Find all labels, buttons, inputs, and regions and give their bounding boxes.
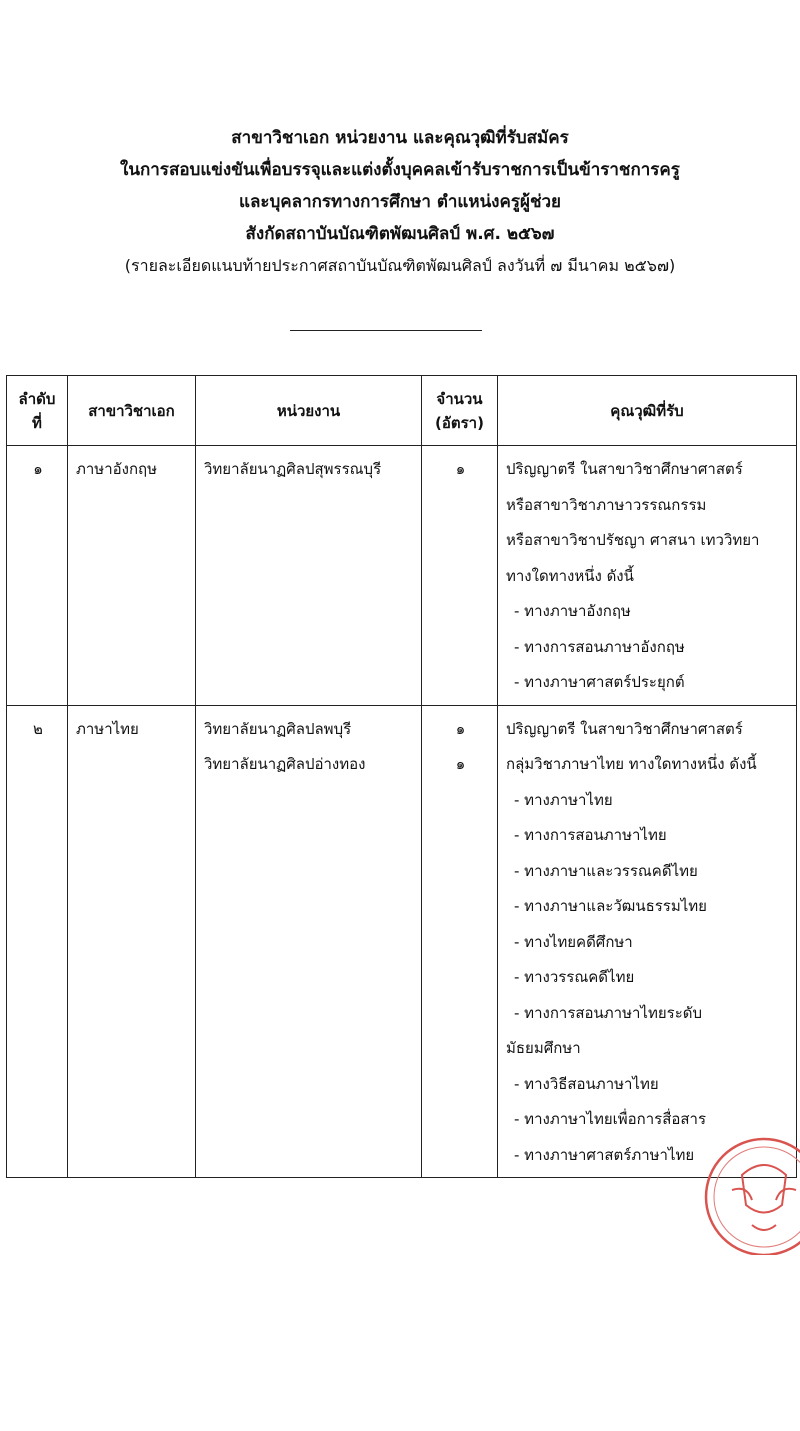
- col-header-no-line2: ที่: [32, 413, 42, 432]
- row-major-text: ภาษาอังกฤษ: [76, 460, 158, 478]
- qualification-line: - ทางการสอนภาษาอังกฤษ: [514, 637, 685, 656]
- qualification-line: หรือสาขาวิชาภาษาวรรณกรรม: [506, 495, 707, 514]
- row-major: [68, 705, 196, 1178]
- col-header-count: [422, 376, 498, 446]
- qualification-line: หรือสาขาวิชาปรัชญา ศาสนา เทววิทยา: [506, 531, 760, 549]
- qualification-line: ปริญญาตรี ในสาขาวิชาศึกษาศาสตร์: [506, 460, 743, 478]
- row-no: [7, 446, 68, 706]
- row-major: [68, 446, 196, 706]
- col-header-qualification: คุณวุฒิที่รับ: [498, 376, 797, 446]
- table-row: [7, 446, 797, 706]
- qualification-line: - ทางวิธีสอนภาษาไทย: [514, 1074, 659, 1093]
- qualification-line: - ทางภาษาไทย: [514, 790, 613, 809]
- title-line-2: ในการสอบแข่งขันเพื่อบรรจุและแต่งตั้งบุคคลเข้ารับราชการเป็นข้าราชการครู: [120, 160, 680, 180]
- row-count: [422, 446, 498, 706]
- qualification-line: - ทางการสอนภาษาไทย: [514, 826, 667, 844]
- row-qualification: [498, 705, 797, 1178]
- qualification-line: ปริญญาตรี ในสาขาวิชาศึกษาศาสตร์: [506, 719, 743, 738]
- qualification-line: กลุ่มวิชาภาษาไทย ทางใดทางหนึ่ง ดังนี้: [506, 755, 757, 773]
- count-value: ๑: [455, 719, 466, 738]
- qualification-line: - ทางภาษาศาสตร์ภาษาไทย: [514, 1145, 695, 1164]
- row-major-text: ภาษาไทย: [76, 719, 139, 738]
- row-no-text: ๑: [33, 460, 43, 478]
- col-header-unit: หน่วยงาน: [196, 376, 422, 446]
- table-header-row: [7, 376, 797, 446]
- qualification-line: มัธยมศึกษา: [506, 1039, 581, 1057]
- qualification-line: - ทางภาษาและวรรณคดีไทย: [514, 861, 698, 880]
- qualification-line: - ทางภาษาไทยเพื่อการสื่อสาร: [514, 1110, 707, 1128]
- qualification-line: - ทางการสอนภาษาไทยระดับ: [514, 1003, 703, 1022]
- count-value: ๑: [455, 460, 466, 478]
- divider-line: [290, 330, 482, 331]
- col-header-count-line2: (อัตรา): [435, 413, 484, 432]
- col-header-no-line1: ลำดับ: [18, 389, 56, 408]
- qualification-line: - ทางภาษาอังกฤษ: [514, 602, 631, 620]
- document-header: [0, 122, 800, 282]
- title-line-1: สาขาวิชาเอก หน่วยงาน และคุณวุฒิที่รับสมัคร: [231, 128, 569, 148]
- row-count: [422, 705, 498, 1178]
- title-line-4: สังกัดสถาบันบัณฑิตพัฒนศิลป์ พ.ศ. ๒๕๖๗: [245, 224, 555, 244]
- title-line-3: และบุคลากรทางการศึกษา ตำแหน่งครูผู้ช่วย: [238, 192, 561, 212]
- count-value: ๑: [455, 755, 466, 773]
- positions-table: [6, 375, 797, 1178]
- unit-name: วิทยาลัยนาฏศิลปอ่างทอง: [204, 755, 366, 773]
- garuda-seal-icon: [702, 1135, 800, 1255]
- row-no-text: ๒: [33, 719, 43, 738]
- qualification-line: ทางใดทางหนึ่ง ดังนี้: [506, 566, 634, 585]
- row-unit: [196, 446, 422, 706]
- row-unit: [196, 705, 422, 1178]
- qualification-line: - ทางภาษาและวัฒนธรรมไทย: [514, 897, 707, 915]
- unit-name: วิทยาลัยนาฏศิลปสุพรรณบุรี: [204, 460, 382, 478]
- row-qualification: [498, 446, 797, 706]
- row-no: [7, 705, 68, 1178]
- qualification-line: - ทางภาษาศาสตร์ประยุกต์: [514, 673, 685, 691]
- col-header-count-line1: จำนวน: [436, 389, 483, 408]
- qualification-line: - ทางวรรณคดีไทย: [514, 968, 635, 986]
- subtitle: (รายละเอียดแนบท้ายประกาศสถาบันบัณฑิตพัฒนศิลป์ ลงวันที่ ๗ มีนาคม ๒๕๖๗): [124, 256, 676, 275]
- unit-name: วิทยาลัยนาฏศิลปลพบุรี: [204, 719, 352, 738]
- table-row: [7, 705, 797, 1178]
- col-header-major: สาขาวิชาเอก: [68, 376, 196, 446]
- col-header-no: [7, 376, 68, 446]
- qualification-line: - ทางไทยคดีศึกษา: [514, 932, 633, 951]
